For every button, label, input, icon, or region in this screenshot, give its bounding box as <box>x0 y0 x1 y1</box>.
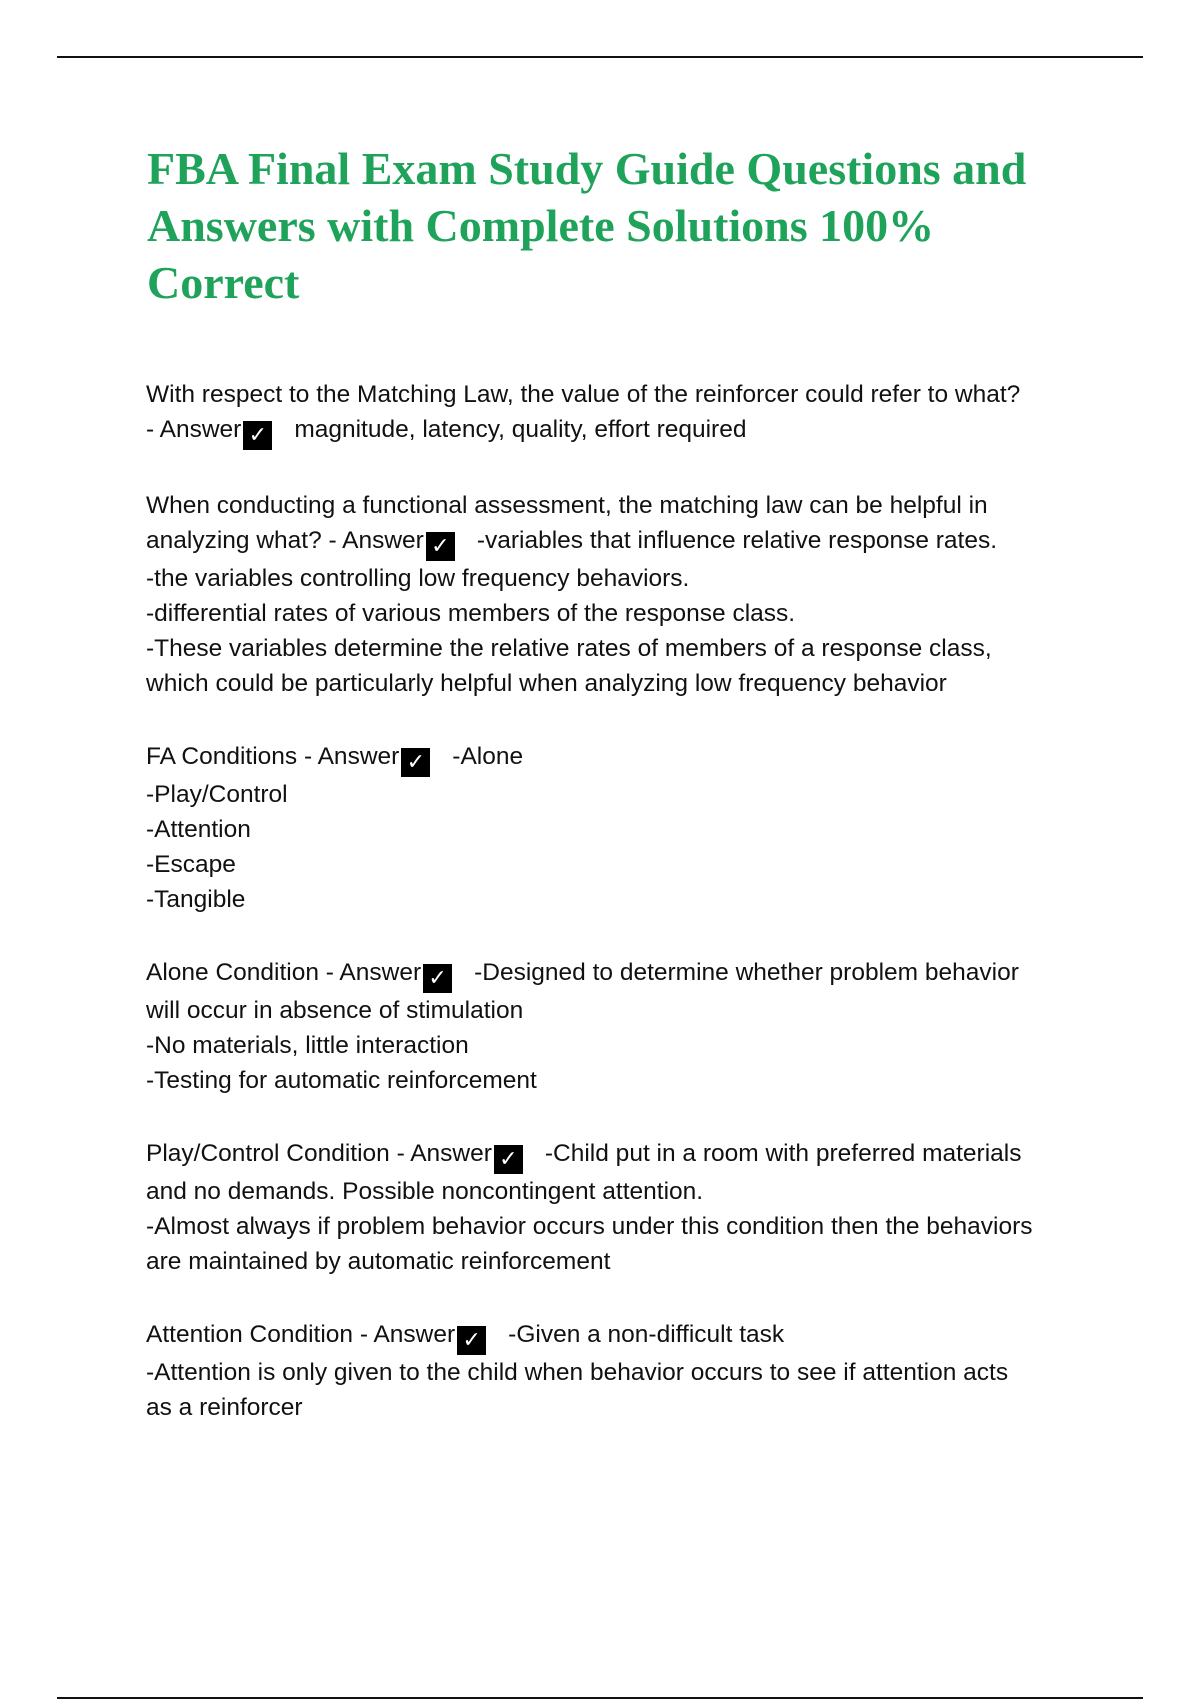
title-line: Correct <box>147 257 300 308</box>
qa-line <box>146 666 1106 701</box>
qa-line <box>146 631 1106 666</box>
answer-text: as a reinforcer <box>146 1394 303 1421</box>
qa-line <box>146 1136 1106 1174</box>
checkmark-icon: ✓ <box>423 964 452 993</box>
question-text: FA Conditions - Answer <box>146 743 400 770</box>
answer-text: -Play/Control <box>146 781 288 808</box>
qa-item <box>146 377 1106 450</box>
answer-text: -No materials, little interaction <box>146 1032 469 1059</box>
answer-text: -Child put in a room with preferred materials <box>544 1140 1022 1167</box>
qa-line <box>146 1028 1106 1063</box>
answer-text: -Escape <box>146 851 236 878</box>
qa-line <box>146 993 1106 1028</box>
qa-line <box>146 955 1106 993</box>
checkmark-icon: ✓ <box>426 532 455 561</box>
qa-list <box>146 377 1106 1425</box>
answer-text: -These variables determine the relative rates of members of a response class, <box>146 635 992 662</box>
top-rule <box>57 56 1143 58</box>
qa-line <box>146 1063 1106 1098</box>
qa-item <box>146 739 1106 917</box>
qa-line <box>146 1317 1106 1355</box>
qa-item <box>146 488 1106 701</box>
qa-line <box>146 1209 1106 1244</box>
answer-text: and no demands. Possible noncontingent attention. <box>146 1178 704 1205</box>
bottom-rule <box>57 1697 1143 1699</box>
document-title <box>147 140 1107 311</box>
qa-line <box>146 377 1106 412</box>
question-text: Attention Condition - Answer <box>146 1321 456 1348</box>
qa-item <box>146 955 1106 1098</box>
answer-text: -variables that influence relative response rates. <box>476 527 998 554</box>
answer-text: -Alone <box>452 743 524 770</box>
question-text: With respect to the Matching Law, the value of the reinforcer could refer to what? <box>146 381 1021 408</box>
checkmark-icon: ✓ <box>243 421 272 450</box>
answer-text: will occur in absence of stimulation <box>146 997 524 1024</box>
answer-text: magnitude, latency, quality, effort required <box>294 416 747 443</box>
qa-line <box>146 847 1106 882</box>
qa-line <box>146 488 1106 523</box>
answer-text: -differential rates of various members of the response class. <box>146 600 796 627</box>
checkmark-icon: ✓ <box>457 1326 486 1355</box>
question-text: Play/Control Condition - Answer <box>146 1140 492 1167</box>
qa-line <box>146 523 1106 561</box>
title-line: FBA Final Exam Study Guide Questions and <box>147 143 1027 194</box>
title-line: Answers with Complete Solutions 100% <box>147 200 935 251</box>
question-text: When conducting a functional assessment, the matching law can be helpful in <box>146 492 988 519</box>
qa-item <box>146 1136 1106 1279</box>
qa-item <box>146 1317 1106 1425</box>
answer-text: -Designed to determine whether problem behavior <box>474 959 1019 986</box>
qa-line <box>146 596 1106 631</box>
qa-line <box>146 882 1106 917</box>
answer-text: -Given a non-difficult task <box>508 1321 785 1348</box>
checkmark-icon: ✓ <box>494 1145 523 1174</box>
qa-line <box>146 412 1106 450</box>
qa-line <box>146 1355 1106 1390</box>
answer-text: -Attention <box>146 816 251 843</box>
qa-line <box>146 812 1106 847</box>
checkmark-icon: ✓ <box>401 748 430 777</box>
qa-line <box>146 1244 1106 1279</box>
answer-text: -Almost always if problem behavior occurs under this condition then the behaviors <box>146 1213 1033 1240</box>
qa-line <box>146 561 1106 596</box>
answer-text: -Testing for automatic reinforcement <box>146 1067 537 1094</box>
answer-text: -Attention is only given to the child when behavior occurs to see if attention acts <box>146 1359 1009 1386</box>
qa-line <box>146 739 1106 777</box>
answer-text: - Answer <box>146 416 242 443</box>
answer-text: -Tangible <box>146 886 246 913</box>
qa-line <box>146 1390 1106 1425</box>
answer-text: are maintained by automatic reinforcement <box>146 1248 611 1275</box>
qa-line <box>146 1174 1106 1209</box>
answer-text: which could be particularly helpful when analyzing low frequency behavior <box>146 670 947 697</box>
answer-text: -the variables controlling low frequency behaviors. <box>146 565 690 592</box>
answer-text: analyzing what? - Answer <box>146 527 424 554</box>
question-text: Alone Condition - Answer <box>146 959 422 986</box>
qa-line <box>146 777 1106 812</box>
